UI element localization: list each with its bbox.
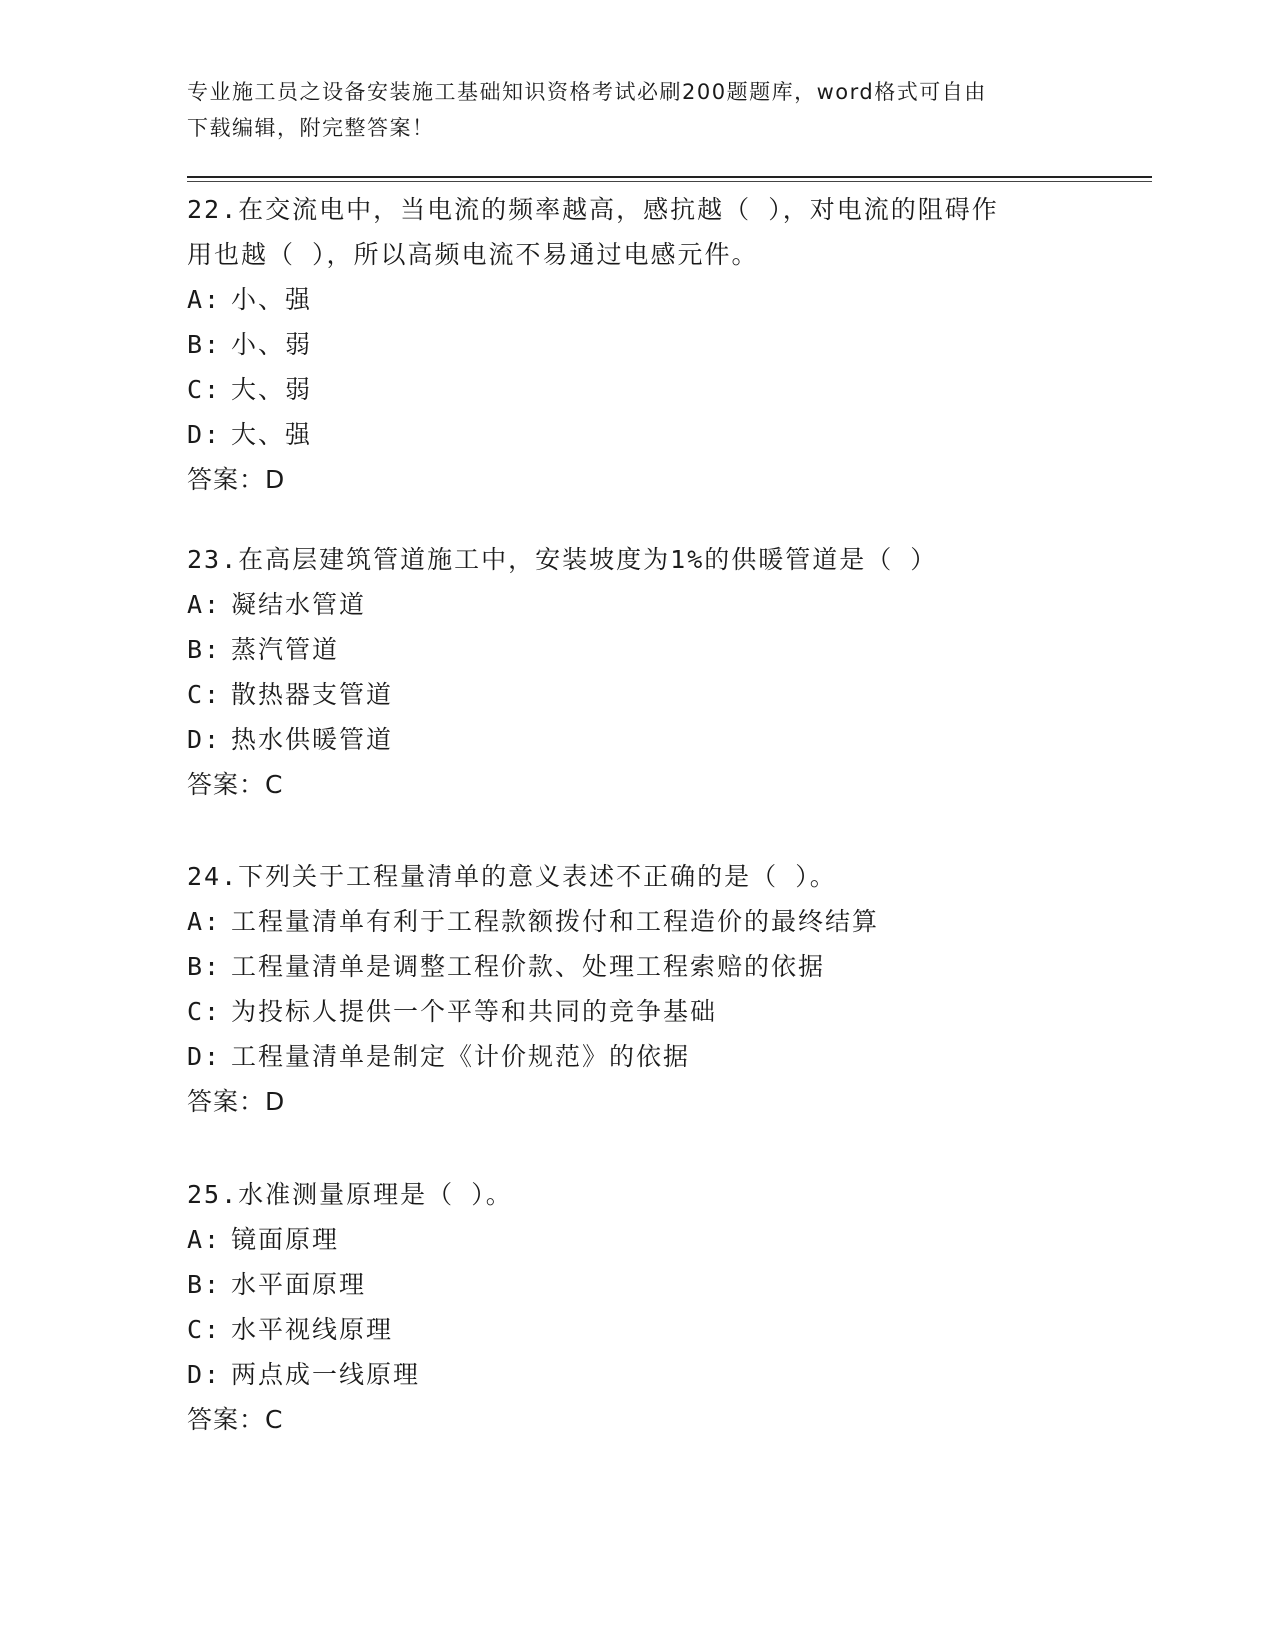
option-a — [187, 899, 1087, 944]
option-key: B: — [187, 635, 222, 664]
option-key: C: — [187, 375, 222, 404]
option-text: 蒸汽管道 — [231, 635, 340, 664]
option-d — [187, 1034, 1087, 1079]
question-stem-line: 用也越（ ），所以高频电流不易通过电感元件。 — [187, 240, 759, 269]
option-key: C: — [187, 997, 222, 1026]
option-text: 镜面原理 — [231, 1225, 340, 1254]
option-key: B: — [187, 1270, 222, 1299]
option-text: 水平面原理 — [231, 1270, 367, 1299]
question-23 — [187, 537, 1087, 807]
option-text: 散热器支管道 — [231, 680, 394, 709]
option-text: 热水供暖管道 — [231, 725, 394, 754]
option-c — [187, 672, 1087, 717]
option-b — [187, 322, 1087, 367]
question-stem-line: 23.在高层建筑管道施工中，安装坡度为1%的供暖管道是（ ） — [187, 545, 938, 574]
option-text: 两点成一线原理 — [231, 1360, 421, 1389]
option-text: 大、弱 — [231, 375, 313, 404]
option-key: A: — [187, 285, 222, 314]
option-b — [187, 944, 1087, 989]
question-stem-line: 22.在交流电中，当电流的频率越高，感抗越（ ），对电流的阻碍作 — [187, 195, 999, 224]
option-text: 水平视线原理 — [231, 1315, 394, 1344]
option-text: 工程量清单是调整工程价款、处理工程索赔的依据 — [231, 952, 826, 981]
option-d — [187, 717, 1087, 762]
option-c — [187, 1307, 1087, 1352]
header-divider-thin — [187, 181, 1152, 182]
option-key: C: — [187, 1315, 222, 1344]
option-text: 小、强 — [231, 285, 313, 314]
option-c — [187, 989, 1087, 1034]
option-d — [187, 1352, 1087, 1397]
option-key: C: — [187, 680, 222, 709]
option-text: 工程量清单有利于工程款额拨付和工程造价的最终结算 — [231, 907, 880, 936]
option-text: 工程量清单是制定《计价规范》的依据 — [231, 1042, 691, 1071]
option-key: D: — [187, 1360, 222, 1389]
option-text: 大、强 — [231, 420, 313, 449]
header-divider-thick — [187, 176, 1152, 178]
question-24 — [187, 854, 1087, 1124]
question-22 — [187, 187, 1087, 502]
option-text: 为投标人提供一个平等和共同的竞争基础 — [231, 997, 718, 1026]
option-key: A: — [187, 1225, 222, 1254]
header-line-2: 下载编辑，附完整答案！ — [187, 116, 435, 140]
option-key: A: — [187, 907, 222, 936]
option-c — [187, 367, 1087, 412]
option-a — [187, 277, 1087, 322]
option-text: 小、弱 — [231, 330, 313, 359]
answer-line: 答案：C — [187, 770, 284, 799]
answer-line: 答案：D — [187, 1087, 286, 1116]
option-text: 凝结水管道 — [231, 590, 367, 619]
option-b — [187, 1262, 1087, 1307]
answer-line: 答案：C — [187, 1405, 284, 1434]
option-key: D: — [187, 420, 222, 449]
option-key: B: — [187, 330, 222, 359]
option-key: D: — [187, 725, 222, 754]
option-key: D: — [187, 1042, 222, 1071]
question-stem-line: 25.水准测量原理是（ ）。 — [187, 1180, 513, 1209]
option-a — [187, 582, 1087, 627]
answer-line: 答案：D — [187, 465, 286, 494]
document-header — [187, 74, 1067, 146]
option-a — [187, 1217, 1087, 1262]
question-stem-line: 24.下列关于工程量清单的意义表述不正确的是（ ）。 — [187, 862, 837, 891]
question-25 — [187, 1172, 1087, 1442]
option-key: A: — [187, 590, 222, 619]
header-line-1: 专业施工员之设备安装施工基础知识资格考试必刷200题题库，word格式可自由 — [187, 80, 987, 104]
option-b — [187, 627, 1087, 672]
option-d — [187, 412, 1087, 457]
option-key: B: — [187, 952, 222, 981]
